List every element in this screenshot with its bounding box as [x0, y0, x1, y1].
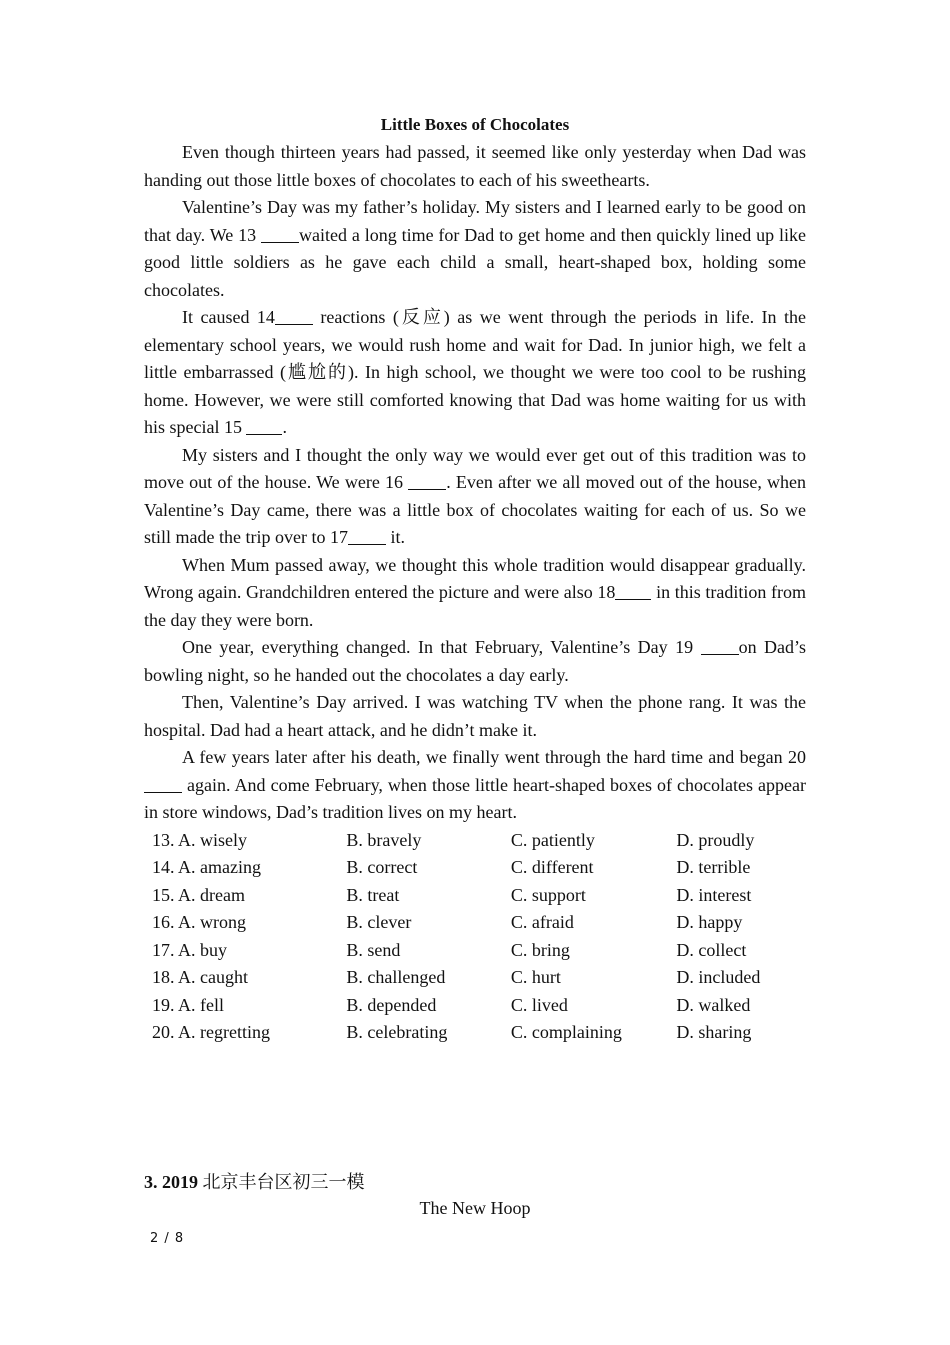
blank-14 — [275, 306, 313, 325]
paragraph-2: Valentine’s Day was my father’s holiday. My sisters and I learned early to be good on that day. We 13 waited a long time for Dad to get home and then quickly lined up like good little soldiers as he gave each child a small, heart-shaped box, holding some chocolates. — [144, 197, 807, 300]
paragraph-1: Even though thirteen years had passed, it seemed like only yesterday when Dad was handing out those little boxes of chocolates to each of his sweethearts. — [144, 142, 806, 190]
option-row — [152, 964, 806, 992]
blank-17 — [348, 526, 386, 545]
option-row — [152, 1019, 806, 1047]
option-a: 16. A. wrong — [152, 912, 246, 932]
option-c: C. lived — [510, 994, 568, 1015]
option-c: C. bring — [510, 939, 570, 960]
option-d: D. proudly — [676, 829, 755, 850]
option-d: D. happy — [676, 912, 743, 932]
option-b: B. correct — [346, 857, 418, 877]
paragraph-6: One year, everything changed. In that February, Valentine’s Day 19 on Dad’s bowling night, so he handed out the chocolates a day early. — [144, 637, 806, 685]
option-b: B. treat — [346, 884, 400, 905]
option-b: B. send — [346, 939, 401, 960]
option-c: C. complaining — [510, 1022, 622, 1042]
option-b: B. challenged — [346, 967, 446, 987]
blank-15 — [246, 416, 282, 435]
option-d: D. walked — [676, 994, 751, 1015]
option-row — [152, 882, 806, 910]
blank-20 — [144, 774, 182, 793]
blank-19 — [701, 636, 739, 655]
section-number: 3. 2019 — [144, 1172, 198, 1192]
option-a: 19. A. fell — [152, 994, 224, 1015]
option-b: B. depended — [346, 994, 437, 1015]
passage — [144, 111, 806, 1047]
option-c: C. support — [510, 884, 586, 905]
option-a: 13. A. wisely — [152, 829, 248, 850]
option-row — [152, 992, 806, 1020]
option-b: B. bravely — [346, 829, 422, 850]
option-d: D. included — [676, 967, 761, 987]
paragraph-8: A few years later after his death, we finally went through the hard time and began 20 again. And come February, when those little heart-shaped boxes of chocolates appear in store windows, Dad’s tradition lives on my heart. — [144, 747, 806, 822]
option-row — [152, 909, 806, 937]
blank-18 — [615, 581, 651, 600]
option-a: 17. A. buy — [152, 939, 228, 960]
option-row — [152, 854, 806, 882]
option-b: B. celebrating — [346, 1022, 448, 1042]
paragraph-7: Then, Valentine’s Day arrived. I was watching TV when the phone rang. It was the hospital. Dad had a heart attack, and he didn’t make it. — [144, 692, 806, 740]
paragraph-5: When Mum passed away, we thought this whole tradition would disappear gradually. Wrong again. Grandchildren entered the picture and were also 18 in this tradition from the day they were born. — [144, 554, 806, 630]
option-d: D. collect — [676, 939, 747, 960]
option-d: D. interest — [676, 884, 752, 905]
answer-options — [144, 827, 806, 1047]
option-c: C. hurt — [510, 967, 561, 987]
blank-13 — [261, 224, 299, 243]
option-row — [152, 937, 806, 965]
paragraph-4: My sisters and I thought the only way we would ever get out of this tradition was to move out of the house. We were 16 . Even after we all moved out of the house, when Valentine’s Day came, there was a little box of chocolates waiting for each of us. So we still made the trip over to 17 it. — [144, 444, 807, 547]
option-b: B. clever — [346, 912, 412, 932]
option-c: C. patiently — [510, 829, 595, 850]
passage-title: Little Boxes of Chocolates — [380, 115, 570, 134]
option-a: 20. A. regretting — [152, 1022, 270, 1042]
page-number: 2 / 8 — [150, 1231, 185, 1246]
option-c: C. afraid — [510, 912, 574, 932]
option-row — [152, 827, 806, 855]
option-a: 14. A. amazing — [152, 857, 261, 877]
option-c: C. different — [510, 857, 594, 877]
next-passage-title: The New Hoop — [419, 1198, 531, 1218]
option-d: D. sharing — [676, 1022, 752, 1042]
option-a: 18. A. caught — [152, 967, 248, 987]
option-d: D. terrible — [676, 857, 751, 877]
paragraph-3: It caused 14 reactions (反应) as we went through the periods in life. In the elementary school years, we would rush home and wait for Dad. In junior high, we felt a little embarrassed (尴尬的). In high school, we thought we were too cool to be rushing home. However, we were still comforted knowing that Dad was home waiting for us with his special 15 . — [144, 307, 807, 437]
section-heading — [144, 1168, 365, 1194]
section-source: 北京丰台区初三一模 — [198, 1172, 365, 1192]
blank-16 — [408, 471, 446, 490]
option-a: 15. A. dream — [152, 884, 245, 905]
